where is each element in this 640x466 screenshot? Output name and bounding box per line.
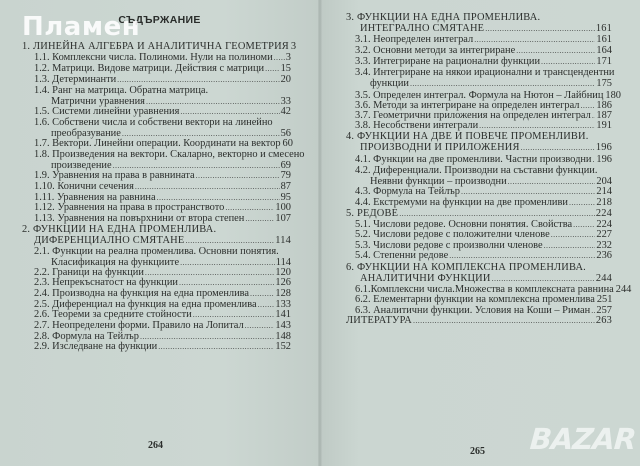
dot-leader (474, 35, 595, 46)
toc-entry-page: 15 (280, 63, 291, 74)
toc-entry-title: 3.4. Интегриране на някои ирационални и трансцендентни (355, 67, 615, 78)
toc-entry-line (346, 132, 589, 143)
toc-entry-line (346, 13, 540, 24)
toc-entry-title: 5. РЕДОВЕ (346, 208, 399, 219)
toc-entry-title: 3. ФУНКЦИИ НА ЕДНА ПРОМЕНЛИВА. (346, 12, 541, 23)
toc-entry-line (34, 310, 291, 321)
toc-entry-title: функции (370, 77, 409, 89)
dot-leader (413, 316, 595, 327)
toc-entry-title: 3.5. Определен интеграл. Формула на Нютон – Лайбниц (355, 90, 604, 101)
dot-leader (265, 64, 280, 75)
toc-entry-page: 126 (275, 277, 291, 288)
toc-entry-line (355, 251, 612, 262)
dot-leader (185, 236, 274, 247)
dot-leader (225, 203, 274, 214)
toc-entry-line (34, 214, 291, 225)
toc-entry-title: 1.7. Вектори. Линейни операции. Координати на вектор (34, 138, 281, 149)
toc-entry-title: 1.9. Уравнения на права в равнината (34, 170, 195, 181)
toc-entry-line (34, 86, 208, 97)
toc-entry-title: 4.2. Диференциали. Производни на съставни функции. (355, 165, 598, 176)
toc-entry-title: ДИФЕРЕНЦИАЛНО СМЯТАНЕ (34, 234, 185, 246)
toc-entry-page: 180 (605, 90, 621, 101)
toc-entry-title: 3.6. Методи за интегриране на определен интеграл (355, 100, 580, 111)
dot-leader (245, 214, 274, 225)
dot-leader (258, 300, 275, 311)
toc-entry-page: 214 (596, 186, 612, 197)
toc-entry-title: АНАЛИТИЧНИ ФУНКЦИИ (360, 272, 491, 284)
toc-entry-page: 244 (595, 272, 612, 284)
toc-entry-line (355, 187, 612, 198)
toc-entry-title: 1. ЛИНЕЙНА АЛГЕБРА И АНАЛИТИЧНА ГЕОМЕТРИЯ (22, 41, 289, 52)
toc-entry-line (34, 118, 273, 129)
left-page-number: 264 (148, 440, 163, 451)
dot-leader (508, 177, 596, 188)
toc-entry-page: 114 (275, 256, 291, 268)
toc-entry-title: Класификация на функциите (51, 256, 180, 268)
toc-entry-title: 5.1. Числови редове. Основни понятия. Свойства (355, 219, 573, 230)
toc-entry-page: 20 (280, 74, 291, 85)
toc-entry-title: ПРОИЗВОДНИ И ПРИЛОЖЕНИЯ (360, 141, 520, 153)
book-gutter (318, 0, 322, 466)
toc-entry-page: 120 (275, 267, 291, 278)
toc-entry-title: 2. ФУНКЦИИ НА ЕДНА ПРОМЕНЛИВА. (22, 224, 217, 235)
toc-entry-page: 196 (595, 141, 612, 153)
dot-leader (551, 230, 596, 241)
toc-entry-page: 164 (596, 45, 612, 56)
toc-entry-page: 152 (275, 341, 291, 352)
toc-entry-title: 5.3. Числови редове с произволни членове (355, 240, 543, 251)
toc-entry-title: ЛИТЕРАТУРА (346, 315, 412, 326)
toc-entry-title: 3.1. Неопределен интеграл (355, 34, 474, 45)
toc-entry-page: 42 (280, 106, 291, 117)
dot-leader (593, 155, 596, 166)
toc-entry-page: 87 (280, 181, 291, 192)
dot-leader (140, 332, 274, 343)
dot-leader (573, 220, 595, 231)
toc-entry-line (34, 182, 291, 193)
toc-entry-line (34, 321, 291, 332)
toc-entry-line (355, 155, 612, 166)
dot-leader (180, 107, 279, 118)
toc-entry-title: 2.5. Диференциал на функция на една променлива (34, 299, 257, 310)
toc-entry-title: 2.7. Неопределени форми. Правило на Лопитал (34, 320, 244, 331)
toc-entry-page: 69 (280, 159, 291, 171)
toc-entry-page: 204 (596, 175, 612, 187)
dot-leader (521, 143, 595, 154)
toc-entry-line (22, 225, 216, 236)
toc-entry-line (360, 24, 612, 35)
dot-leader (592, 111, 596, 122)
toc-entry-page: 56 (280, 127, 291, 139)
toc-entry-title: 2.2. Граници на функции (34, 267, 144, 278)
toc-entry-line (370, 79, 612, 90)
dot-leader (196, 171, 280, 182)
toc-entry-page: 133 (275, 299, 291, 310)
toc-entry-page: 227 (596, 229, 612, 240)
toc-entry-title: 4. ФУНКЦИИ НА ДВЕ И ПОВЕЧЕ ПРОМЕНЛИВИ. (346, 131, 589, 142)
dot-leader (274, 53, 285, 64)
toc-entry-page: 60 (282, 138, 293, 149)
toc-entry-page: 3 (290, 41, 297, 52)
dot-leader (541, 57, 595, 68)
dot-leader (117, 75, 279, 86)
toc-entry-line (355, 198, 612, 209)
toc-entry-title: ИНТЕГРАЛНО СМЯТАНЕ (360, 22, 485, 34)
toc-entry-title: 2.3. Непрекъснатост на функции (34, 277, 178, 288)
toc-entry-page: 224 (596, 219, 612, 230)
toc-entry-page: 187 (596, 110, 612, 121)
toc-entry-title: 6.3. Аналитични функции. Условия на Коши – Риман (355, 305, 591, 316)
dot-leader (250, 289, 274, 300)
toc-entry-title: 5.4. Степенни редове (355, 250, 449, 261)
toc-entry-page: 175 (596, 77, 612, 89)
toc-entry-page: 107 (275, 213, 291, 224)
toc-entry-line (22, 41, 297, 53)
toc-entry-page: 100 (275, 202, 291, 213)
dot-leader (479, 121, 595, 132)
toc-entry-page: 3 (285, 52, 291, 63)
toc-entry-title: 1.11. Уравнения на равнина (34, 192, 156, 203)
toc-entry-title: 4.4. Екстремуми на функции на две променливи (355, 197, 568, 208)
toc-entry-line (355, 46, 612, 57)
toc-entry-title: преобразувание (51, 127, 121, 139)
toc-entry-title: 1.6. Собствени числа и собствени вектори на линейно (34, 117, 273, 128)
toc-entry-page: 148 (275, 331, 291, 342)
toc-entry-page: 141 (275, 309, 291, 320)
toc-entry-line (355, 35, 612, 46)
dot-leader (179, 278, 274, 289)
toc-entry-page: 114 (275, 234, 291, 246)
toc-entry-title: 2.1. Функции на реална променлива. Основни понятия. (34, 246, 279, 257)
toc-entry-page: 191 (596, 120, 612, 131)
dot-leader (135, 182, 280, 193)
toc-entry-title: Неявни функции – производни (370, 175, 507, 187)
dot-leader (449, 251, 595, 262)
toc-entry-line (360, 143, 612, 154)
seller-watermark: Пламен (22, 12, 141, 42)
toc-entry-line (34, 342, 291, 353)
toc-entry-line (360, 274, 612, 285)
toc-entry-page: 161 (596, 34, 612, 45)
dot-leader (180, 258, 275, 269)
dot-leader (158, 342, 274, 353)
toc-entry-title: произведение (51, 159, 112, 171)
toc-entry-line (34, 53, 291, 64)
toc-entry-line (34, 203, 291, 214)
dot-leader (193, 310, 275, 321)
toc-entry-line (34, 150, 304, 161)
toc-entry-page: 232 (596, 240, 612, 251)
toc-entry-line (34, 171, 291, 182)
toc-entry-title: 2.4. Производна на функция на една променлива (34, 288, 250, 299)
toc-entry-title: 5.2. Числови редове с положителни членове (355, 229, 550, 240)
toc-entry-line (34, 75, 291, 86)
toc-entry-title: 1.12. Уравнения на права в пространството (34, 202, 225, 213)
toc-title: СЪДЪРЖАНИЕ (118, 14, 201, 26)
dot-leader (544, 241, 596, 252)
toc-entry-page: 171 (596, 56, 612, 67)
right-page-number: 265 (470, 446, 485, 457)
toc-entry-title: 1.1. Комплексни числа. Полиноми. Нули на полиноми (34, 52, 273, 63)
toc-entry-line (355, 230, 612, 241)
toc-entry-title: 2.8. Формула на Тейлър (34, 331, 139, 342)
toc-entry-line (34, 107, 291, 118)
toc-entry-page: 224 (595, 208, 612, 219)
site-watermark-logo: BAZAR (528, 422, 637, 456)
dot-leader (410, 79, 595, 90)
dot-leader (485, 24, 595, 35)
toc-entry-title: 1.4. Ранг на матрица. Обратна матрица. (34, 85, 209, 96)
toc-entry-line (346, 316, 612, 327)
dot-leader (461, 187, 595, 198)
dot-leader (399, 209, 595, 220)
toc-entry-page: 33 (280, 95, 291, 107)
dot-leader (492, 274, 595, 285)
toc-entry-title: 3.8. Несобствени интеграли (355, 120, 479, 131)
dot-leader (516, 46, 595, 57)
toc-entry-page: 236 (596, 250, 612, 261)
toc-entry-line (355, 57, 612, 68)
toc-entry-line (34, 289, 291, 300)
toc-entry-line (34, 278, 291, 289)
toc-entry-page: 251 (596, 294, 613, 305)
toc-entry-title: 6.1.Комплексни числа.Множества в комплексната равнина (355, 284, 614, 295)
toc-entry-title: 4.3. Формула на Тейлър (355, 186, 460, 197)
toc-entry-page: 196 (596, 154, 612, 165)
toc-entry-page: 161 (595, 22, 612, 34)
toc-entry-page: 143 (275, 320, 291, 331)
toc-entry-page: 218 (596, 197, 612, 208)
toc-entry-title: 1.3. Детерминанти (34, 74, 117, 85)
toc-entry-title: 2.9. Изследване на функции (34, 341, 158, 352)
toc-entry-title: Матрични уравнения (51, 95, 145, 107)
toc-entry-title: 1.10. Конични сечения (34, 181, 134, 192)
toc-entry-title: 3.3. Интегриране на рационални функции (355, 56, 541, 67)
toc-entry-line (34, 64, 291, 75)
toc-entry-title: 1.2. Матрици. Видове матрици. Действия с матрици (34, 63, 265, 74)
dot-leader (245, 321, 275, 332)
toc-entry-page: 186 (596, 100, 612, 111)
toc-entry-line (34, 247, 279, 258)
toc-entry-title: 6.2. Елементарни функции на комплексна променлива (355, 294, 595, 305)
toc-entry-line (355, 68, 615, 79)
dot-leader (569, 198, 595, 209)
toc-entry-line (346, 263, 586, 274)
toc-entry-title: 1.13. Уравнения на повърхнини от втора степен (34, 213, 245, 224)
toc-entry-title: 3.7. Геометрични приложения на определен интеграл (355, 110, 591, 121)
toc-entry-page: 128 (275, 288, 291, 299)
toc-entry-page: 244 (615, 284, 632, 295)
toc-entry-title: 3.2. Основни методи за интегриране (355, 45, 516, 56)
toc-entry-line (355, 121, 612, 132)
toc-entry-title: 4.1. Функции на две променливи. Частни производни (355, 154, 592, 165)
toc-entry-page: 95 (280, 192, 291, 203)
toc-entry-line (34, 236, 291, 247)
toc-entry-page: 263 (595, 315, 612, 326)
toc-entry-line (346, 209, 612, 220)
toc-entry-line (355, 166, 597, 177)
toc-entry-title: 1.5. Системи линейни уравнения (34, 106, 180, 117)
toc-entry-line (355, 295, 612, 306)
dot-leader (591, 306, 595, 317)
toc-entry-title: 1.8. Произведения на вектори. Скаларно, векторно и смесено (34, 149, 305, 160)
toc-entry-page: 257 (596, 305, 612, 316)
toc-entry-title: 2.6. Теореми за средните стойности (34, 309, 192, 320)
toc-entry-line (34, 139, 291, 150)
toc-entry-title: 6. ФУНКЦИИ НА КОМПЛЕКСНА ПРОМЕНЛИВА. (346, 262, 586, 273)
toc-entry-page: 79 (280, 170, 291, 181)
